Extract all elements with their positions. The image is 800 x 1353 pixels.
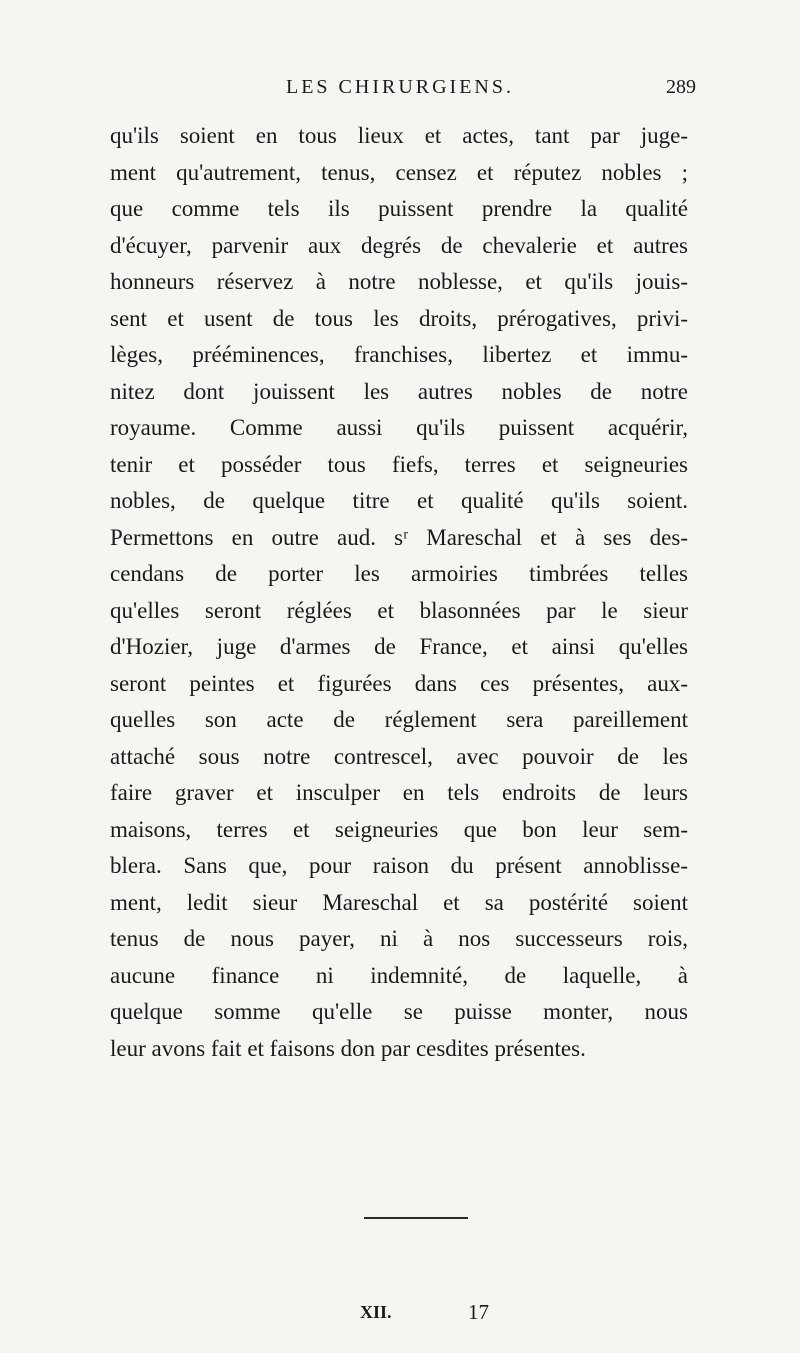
text-line: que comme tels ils puissent prendre la qualité	[110, 196, 688, 221]
text-line: leur avons fait et faisons don par cesdites présentes.	[110, 1035, 586, 1061]
text-line: lèges, prééminences, franchises, libertez et immu-	[110, 342, 688, 367]
body-text	[110, 118, 688, 1067]
text-line: nitez dont jouissent les autres nobles de notre	[110, 378, 688, 404]
running-title: LES CHIRURGIENS.	[285, 76, 514, 98]
text-line: tenir et posséder tous fiefs, terres et seigneuries	[110, 451, 688, 477]
text-line: faire graver et insculper en tels endroits de leurs	[110, 780, 688, 805]
text-line: qu'elles seront réglées et blasonnées par le sieur	[110, 597, 688, 623]
text-line: quelles son acte de réglement sera pareillement	[110, 707, 688, 732]
text-line: seront peintes et figurées dans ces présentes, aux-	[110, 670, 688, 696]
text-line: honneurs réservez à notre noblesse, et qu'ils jouis-	[110, 269, 688, 294]
text-line: ment qu'autrement, tenus, censez et réputez nobles ;	[110, 159, 688, 185]
text-line: nobles, de quelque titre et qualité qu'ils soient.	[110, 488, 688, 513]
text-line: ment, ledit sieur Mareschal et sa postérité soient	[110, 889, 688, 915]
text-line: quelque somme qu'elle se puisse monter, nous	[110, 999, 688, 1024]
text-line: royaume. Comme aussi qu'ils puissent acquérir,	[110, 415, 688, 440]
running-head	[0, 72, 800, 102]
text-line: maisons, terres et seigneuries que bon leur sem-	[110, 816, 688, 842]
text-line: d'Hozier, juge d'armes de France, et ainsi qu'elles	[110, 634, 688, 659]
text-line: cendans de porter les armoiries timbrées telles	[110, 561, 688, 586]
text-line: d'écuyer, parvenir aux degrés de chevalerie et autres	[110, 232, 688, 258]
volume-signature: XII.	[360, 1302, 392, 1322]
text-line: blera. Sans que, pour raison du présent annoblisse-	[110, 853, 688, 878]
text-line: tenus de nous payer, ni à nos successeurs rois,	[110, 926, 688, 951]
text-line: attaché sous notre contrescel, avec pouvoir de les	[110, 743, 688, 769]
section-rule	[364, 1217, 468, 1219]
text-line: aucune finance ni indemnité, de laquelle, à	[110, 962, 688, 988]
text-line: qu'ils soient en tous lieux et actes, tant par juge-	[110, 123, 688, 148]
gathering-signature: 17	[468, 1300, 489, 1324]
page-number: 289	[666, 76, 696, 98]
text-line: Permettons en outre aud. sʳ Mareschal et à ses des-	[110, 524, 688, 550]
text-line: sent et usent de tous les droits, prérogatives, privi-	[110, 305, 688, 331]
